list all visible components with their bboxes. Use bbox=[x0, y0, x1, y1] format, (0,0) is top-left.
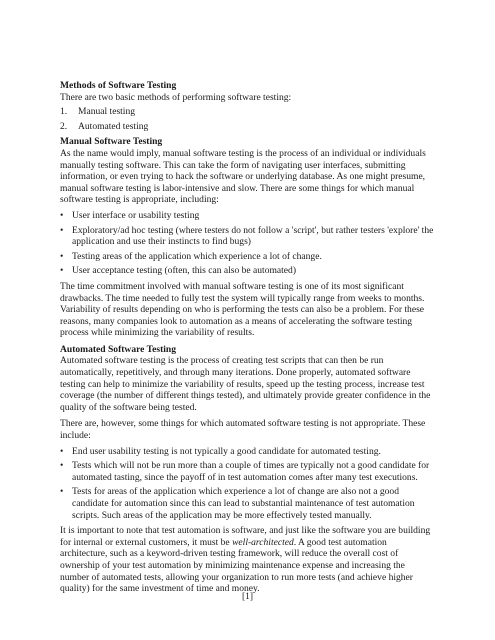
methods-list bbox=[60, 106, 436, 132]
automated-testing-caveat: There are, however, some things for which automated software testing is not appropriate. These include: bbox=[60, 418, 426, 442]
list-number: 1. bbox=[60, 106, 68, 118]
page-number: [1] bbox=[241, 592, 254, 602]
list-item bbox=[60, 106, 436, 118]
closing-text-start: It is important to note that test automation is software, and just like the software you are building for internal or external customers, it must be bbox=[60, 525, 431, 548]
list-item bbox=[60, 121, 436, 133]
methods-intro: There are two basic methods of performing software testing: bbox=[60, 91, 292, 103]
list-item: • User acceptance testing (often, this can also be automated) bbox=[60, 265, 436, 277]
list-item: • User interface or usability testing bbox=[60, 210, 436, 222]
automated-testing-bullets bbox=[60, 446, 436, 522]
closing-text-end: . A good test automation architecture, such as a keyword-driven testing framework, will reduce the overall cost of ownership of your test automation by minimizing maintenance expense and increasing the number of automated tests, allowing your organization to run more tests (and achieve higher quality) for the same investment of time and money. bbox=[60, 536, 413, 595]
list-item: • Tests which will not be run more than a couple of times are typically not a good candidate for automated tasting, since the payoff of in test automation comes after many test executions. bbox=[60, 460, 436, 483]
methods-heading: Methods of Software Testing bbox=[60, 80, 177, 91]
closing-paragraph bbox=[60, 525, 436, 595]
list-item-text: Automated testing bbox=[78, 120, 149, 132]
list-item: • End user usability testing is not typically a good candidate for automated testing. bbox=[60, 446, 436, 458]
list-item: • Tests for areas of the application which experience a lot of change are also not a good candidate for automation since this can lead to substantial maintenance of test automation scripts. Such areas of the application may be more effectively tested manually. bbox=[60, 486, 436, 521]
list-item: • Testing areas of the application which experience a lot of change. bbox=[60, 251, 436, 263]
manual-testing-intro: As the name would imply, manual software testing is the process of an individual or individuals manually testing software. This can take the form of navigating user interfaces, submitting information, or even trying to hack the software or underlying database. As one might presume, manual software testing is labor-intensive and slow. There are some things for which manual software testing is appropriate, including: bbox=[60, 147, 426, 206]
manual-testing-bullets bbox=[60, 210, 436, 277]
manual-testing-heading: Manual Software Testing bbox=[60, 136, 163, 148]
automated-testing-heading: Automated Software Testing bbox=[60, 343, 176, 355]
document-page bbox=[60, 80, 436, 595]
manual-testing-outro: The time commitment involved with manual software testing is one of its most significant drawbacks. The time needed to fully test the system will typically range from weeks to months. Variability of results depending on who is performing the tests can also be a problem. For these reasons, many companies look to automation as a means of accelerating the software testing process while minimizing the variability of results. bbox=[60, 280, 425, 339]
list-item: • Exploratory/ad hoc testing (where testers do not follow a 'script', but rather testers 'explore' the application and use their instincts to find bugs) bbox=[60, 225, 436, 248]
closing-emphasis: well-architected bbox=[232, 536, 294, 548]
list-number: 2. bbox=[60, 120, 68, 132]
list-item-text: Manual testing bbox=[78, 106, 136, 118]
automated-testing-intro: Automated software testing is the process of creating test scripts that can then be run automatically, repetitively, and through many iterations. Done properly, automated software testing can help to minimize the variability of results, speed up the testing process, increase test coverage (the number of different things tested), and ultimately provide greater confidence in the quality of the software being tested. bbox=[60, 355, 431, 413]
